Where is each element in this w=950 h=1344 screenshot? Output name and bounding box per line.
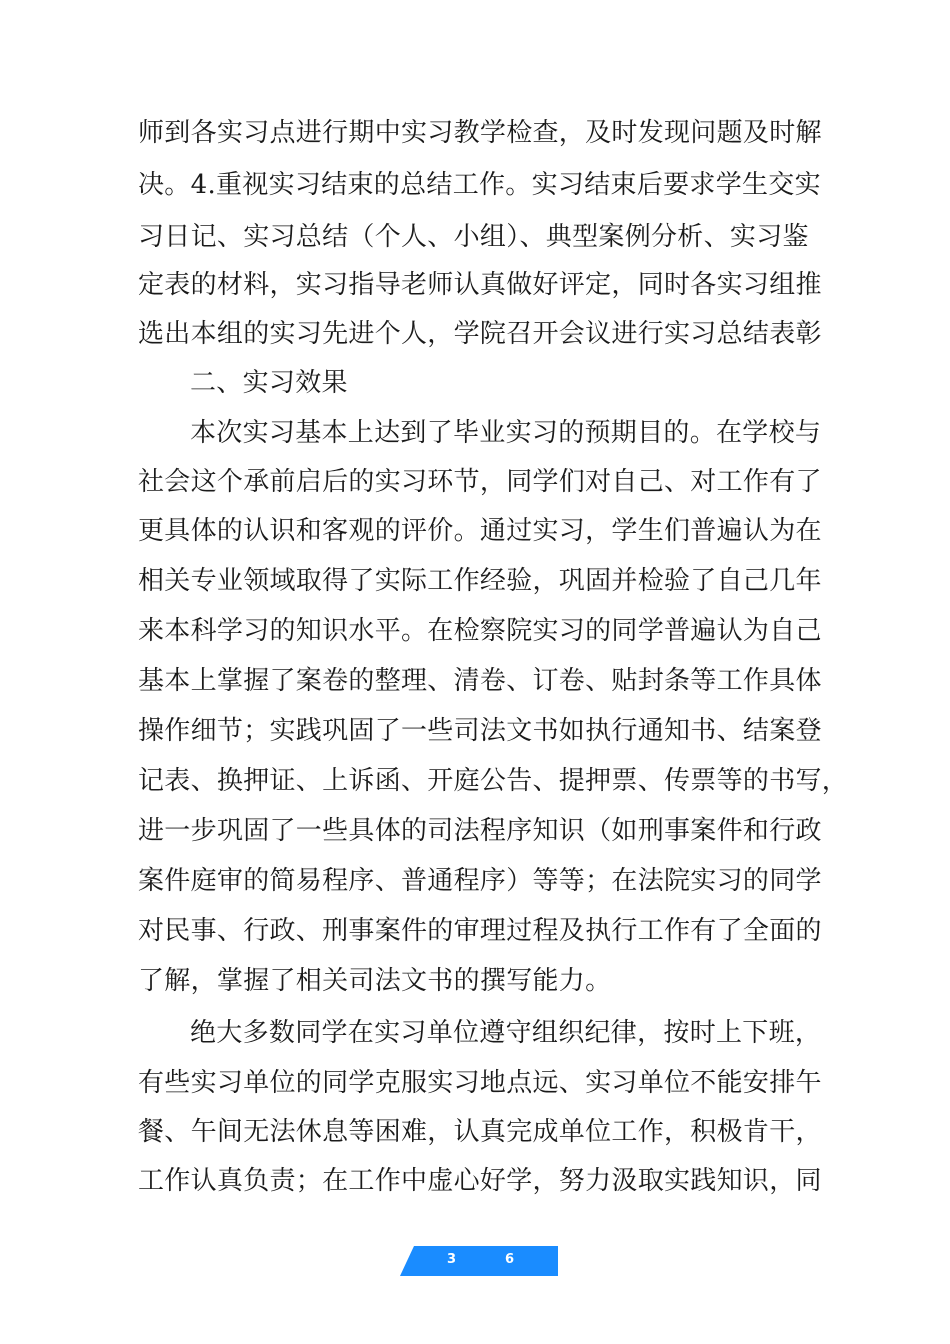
section-heading: 二、实习效果	[190, 368, 348, 398]
text-line: 进一步巩固了一些具体的司法程序知识（如刑事案件和行政	[138, 816, 822, 846]
paragraph-start: 绝大多数同学在实习单位遵守组织纪律，按时上下班，	[190, 1018, 822, 1048]
text-line: 决。4.重视实习结束的总结工作。实习结束后要求学生交实	[138, 170, 821, 200]
text-line: 定表的材料，实习指导老师认真做好评定，同时各实习组推	[138, 270, 822, 300]
current-page-number: 3	[447, 1252, 457, 1267]
text-line: 工作认真负责；在工作中虚心好学，努力汲取实践知识，同	[138, 1166, 822, 1196]
paragraph-start: 本次实习基本上达到了毕业实习的预期目的。在学校与	[190, 418, 822, 448]
text-line: 记表、换押证、上诉函、开庭公告、提押票、传票等的书写，	[138, 766, 849, 796]
text-line: 有些实习单位的同学克服实习地点远、实习单位不能安排午	[138, 1068, 822, 1098]
text-line: 案件庭审的简易程序、普通程序）等等；在法院实习的同学	[138, 866, 822, 896]
text-line: 对民事、行政、刑事案件的审理过程及执行工作有了全面的	[138, 916, 822, 946]
text-line: 更具体的认识和客观的评价。通过实习，学生们普遍认为在	[138, 516, 822, 546]
text-line: 社会这个承前启后的实习环节，同学们对自己、对工作有了	[138, 467, 822, 497]
text-line: 了解，掌握了相关司法文书的撰写能力。	[138, 966, 612, 996]
text-line: 操作细节；实践巩固了一些司法文书如执行通知书、结案登	[138, 716, 822, 746]
text-line: 选出本组的实习先进个人，学院召开会议进行实习总结表彰	[138, 319, 822, 349]
total-pages-number: 6	[505, 1252, 515, 1267]
text-line: 习日记、实习总结（个人、小组）、典型案例分析、实习鉴	[138, 222, 809, 252]
text-line: 来本科学习的知识水平。在检察院实习的同学普遍认为自己	[138, 616, 822, 646]
page-indicator	[400, 1246, 558, 1276]
text-line: 基本上掌握了案卷的整理、清卷、订卷、贴封条等工作具体	[138, 666, 822, 696]
text-line: 相关专业领域取得了实际工作经验，巩固并检验了自己几年	[138, 566, 822, 596]
text-line: 师到各实习点进行期中实习教学检查，及时发现问题及时解	[138, 118, 822, 148]
page-indicator-background	[400, 1246, 558, 1276]
text-line: 餐、午间无法休息等困难，认真完成单位工作，积极肯干，	[138, 1117, 822, 1147]
